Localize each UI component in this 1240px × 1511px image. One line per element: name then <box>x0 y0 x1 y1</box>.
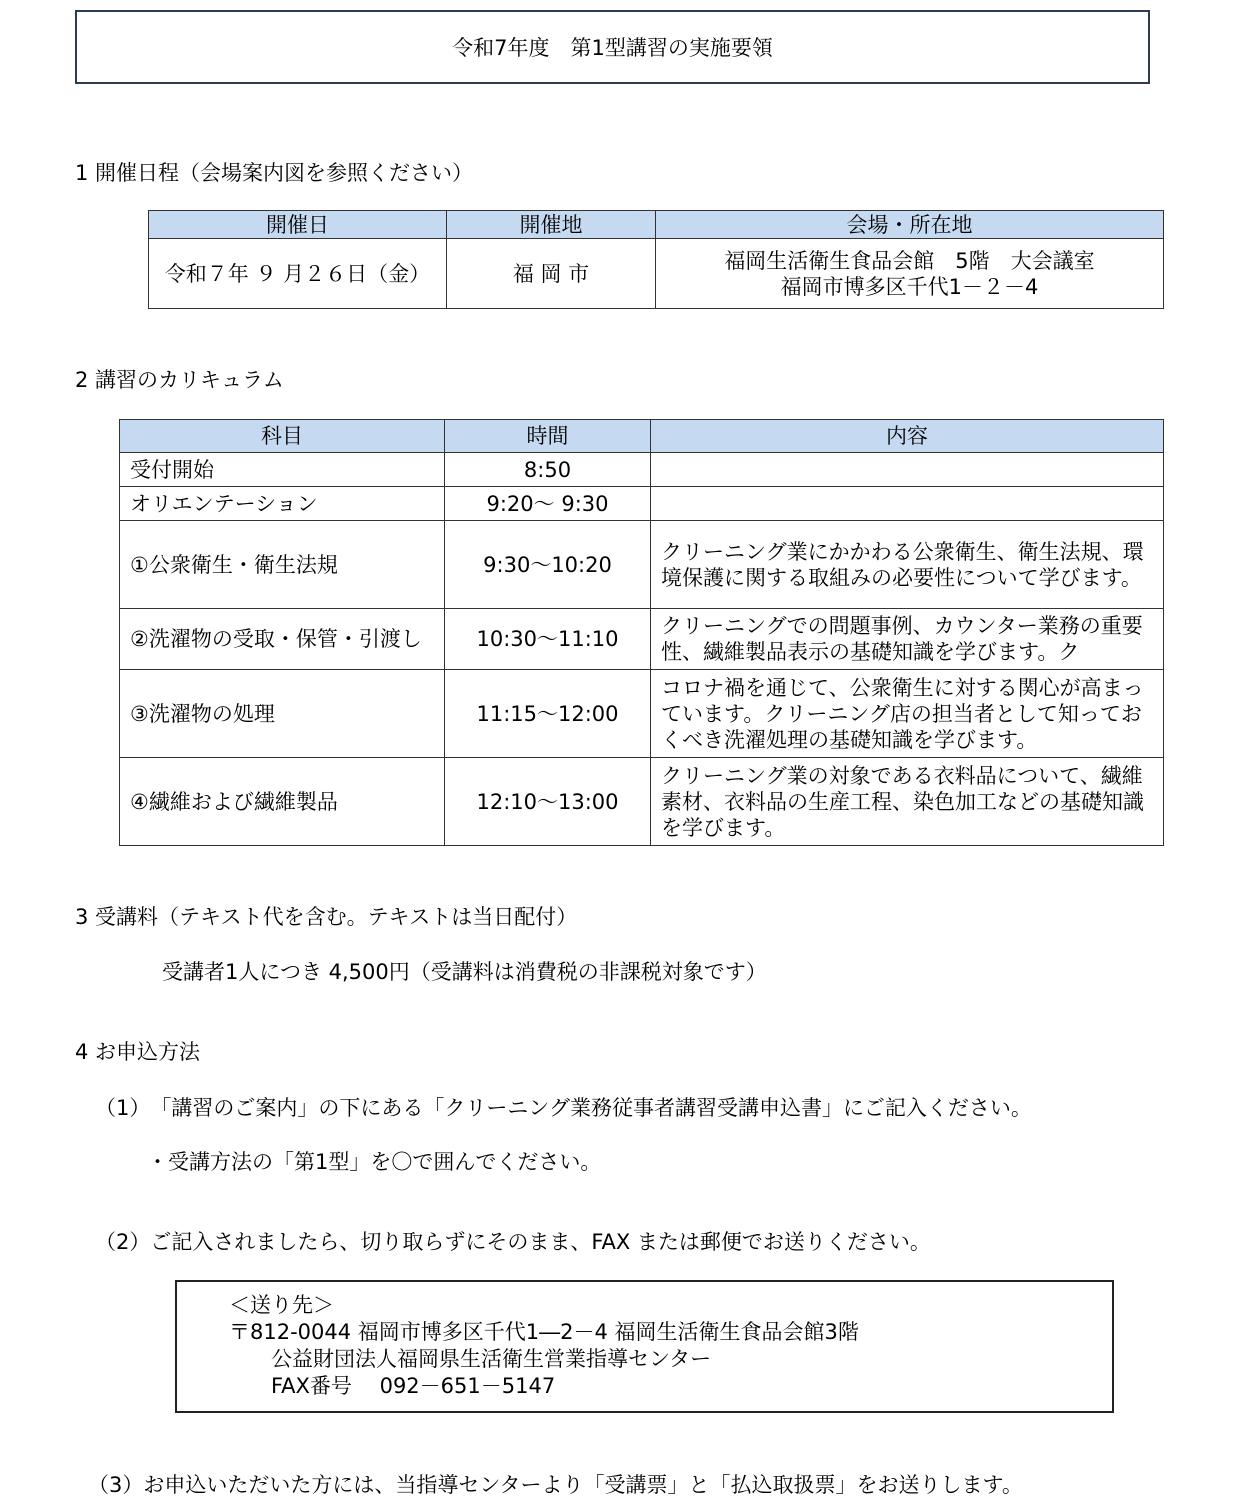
fee-text: 受講者1人につき 4,500円（受講料は消費税の非課税対象です） <box>162 960 767 984</box>
curriculum-table <box>119 419 1164 846</box>
table-row <box>120 487 1164 521</box>
row-content <box>651 453 1164 487</box>
section3-heading: 3 受講料（テキスト代を含む。テキストは当日配付） <box>75 905 578 929</box>
address-postal: 〒812-0044 福岡市博多区千代1―2－4 福岡生活衛生食品会館3階 <box>229 1320 859 1344</box>
application-step-1: （1） 「講習のご案内」の下にある「クリーニング業務従事者講習受講申込書」にご記入ください。 <box>95 1096 1032 1120</box>
row-content: クリーニング業にかかわる公衆衛生、衛生法規、環境保護に関する取組みの必要性について学びます。 <box>651 521 1164 609</box>
schedule-city: 福 岡 市 <box>447 239 656 309</box>
address-label: ＜送り先＞ <box>229 1293 334 1317</box>
row-subject: ①公衆衛生・衛生法規 <box>120 521 445 609</box>
table-row <box>120 758 1164 846</box>
schedule-table <box>148 210 1164 309</box>
table-row <box>120 521 1164 609</box>
row-time: 9:30～10:20 <box>445 521 651 609</box>
schedule-header-venue: 会場・所在地 <box>656 211 1164 239</box>
row-time: 10:30～11:10 <box>445 609 651 670</box>
venue-address: 福岡市博多区千代1－２－4 <box>780 274 1039 299</box>
row-content: クリーニングでの問題事例、カウンター業務の重要性、繊維製品表示の基礎知識を学びます。ク <box>651 609 1164 670</box>
application-step-3: （3）お申込いただいた方には、当指導センターより「受講票」と「払込取扱票」をお送りします。 <box>88 1473 1023 1497</box>
page-title-box <box>75 10 1150 84</box>
row-subject: ②洗濯物の受取・保管・引渡し <box>120 609 445 670</box>
section2-heading: 2 講習のカリキュラム <box>75 368 284 392</box>
row-time: 8:50 <box>445 453 651 487</box>
curriculum-header-time: 時間 <box>445 420 651 453</box>
table-row <box>120 453 1164 487</box>
section1-heading: 1 開催日程（会場案内図を参照ください） <box>75 161 474 185</box>
row-subject: ③洗濯物の処理 <box>120 670 445 758</box>
curriculum-header-subject: 科目 <box>120 420 445 453</box>
table-row <box>120 670 1164 758</box>
schedule-date: 令和７年 ９ 月２６日（金） <box>149 239 447 309</box>
curriculum-header-content: 内容 <box>651 420 1164 453</box>
schedule-venue <box>656 239 1164 309</box>
application-step-1-note: ・受講方法の「第1型」を〇で囲んでください。 <box>147 1150 602 1174</box>
row-time: 9:20～ 9:30 <box>445 487 651 521</box>
row-content <box>651 487 1164 521</box>
venue-name: 福岡生活衛生食品会館 5階 大会議室 <box>724 248 1095 273</box>
schedule-header-city: 開催地 <box>447 211 656 239</box>
table-row <box>120 609 1164 670</box>
application-step-2: （2）ご記入されましたら、切り取らずにそのまま、FAX または郵便でお送りください。 <box>95 1230 931 1254</box>
schedule-header-date: 開催日 <box>149 211 447 239</box>
row-content: クリーニング業の対象である衣料品について、繊維素材、衣料品の生産工程、染色加工などの基礎知識を学びます。 <box>651 758 1164 846</box>
address-organization: 公益財団法人福岡県生活衛生営業指導センター <box>271 1347 712 1371</box>
row-time: 11:15～12:00 <box>445 670 651 758</box>
row-subject: 受付開始 <box>120 453 445 487</box>
row-subject: ④繊維および繊維製品 <box>120 758 445 846</box>
page-title: 令和7年度 第1型講習の実施要領 <box>452 36 773 60</box>
row-time: 12:10～13:00 <box>445 758 651 846</box>
row-subject: オリエンテーション <box>120 487 445 521</box>
section4-heading: 4 お申込方法 <box>75 1040 201 1064</box>
address-fax: FAX番号 092－651－5147 <box>271 1374 556 1398</box>
row-content: コロナ禍を通じて、公衆衛生に対する関心が高まっています。クリーニング店の担当者として知っておくべき洗濯処理の基礎知識を学びます。 <box>651 670 1164 758</box>
address-box <box>175 1280 1114 1413</box>
